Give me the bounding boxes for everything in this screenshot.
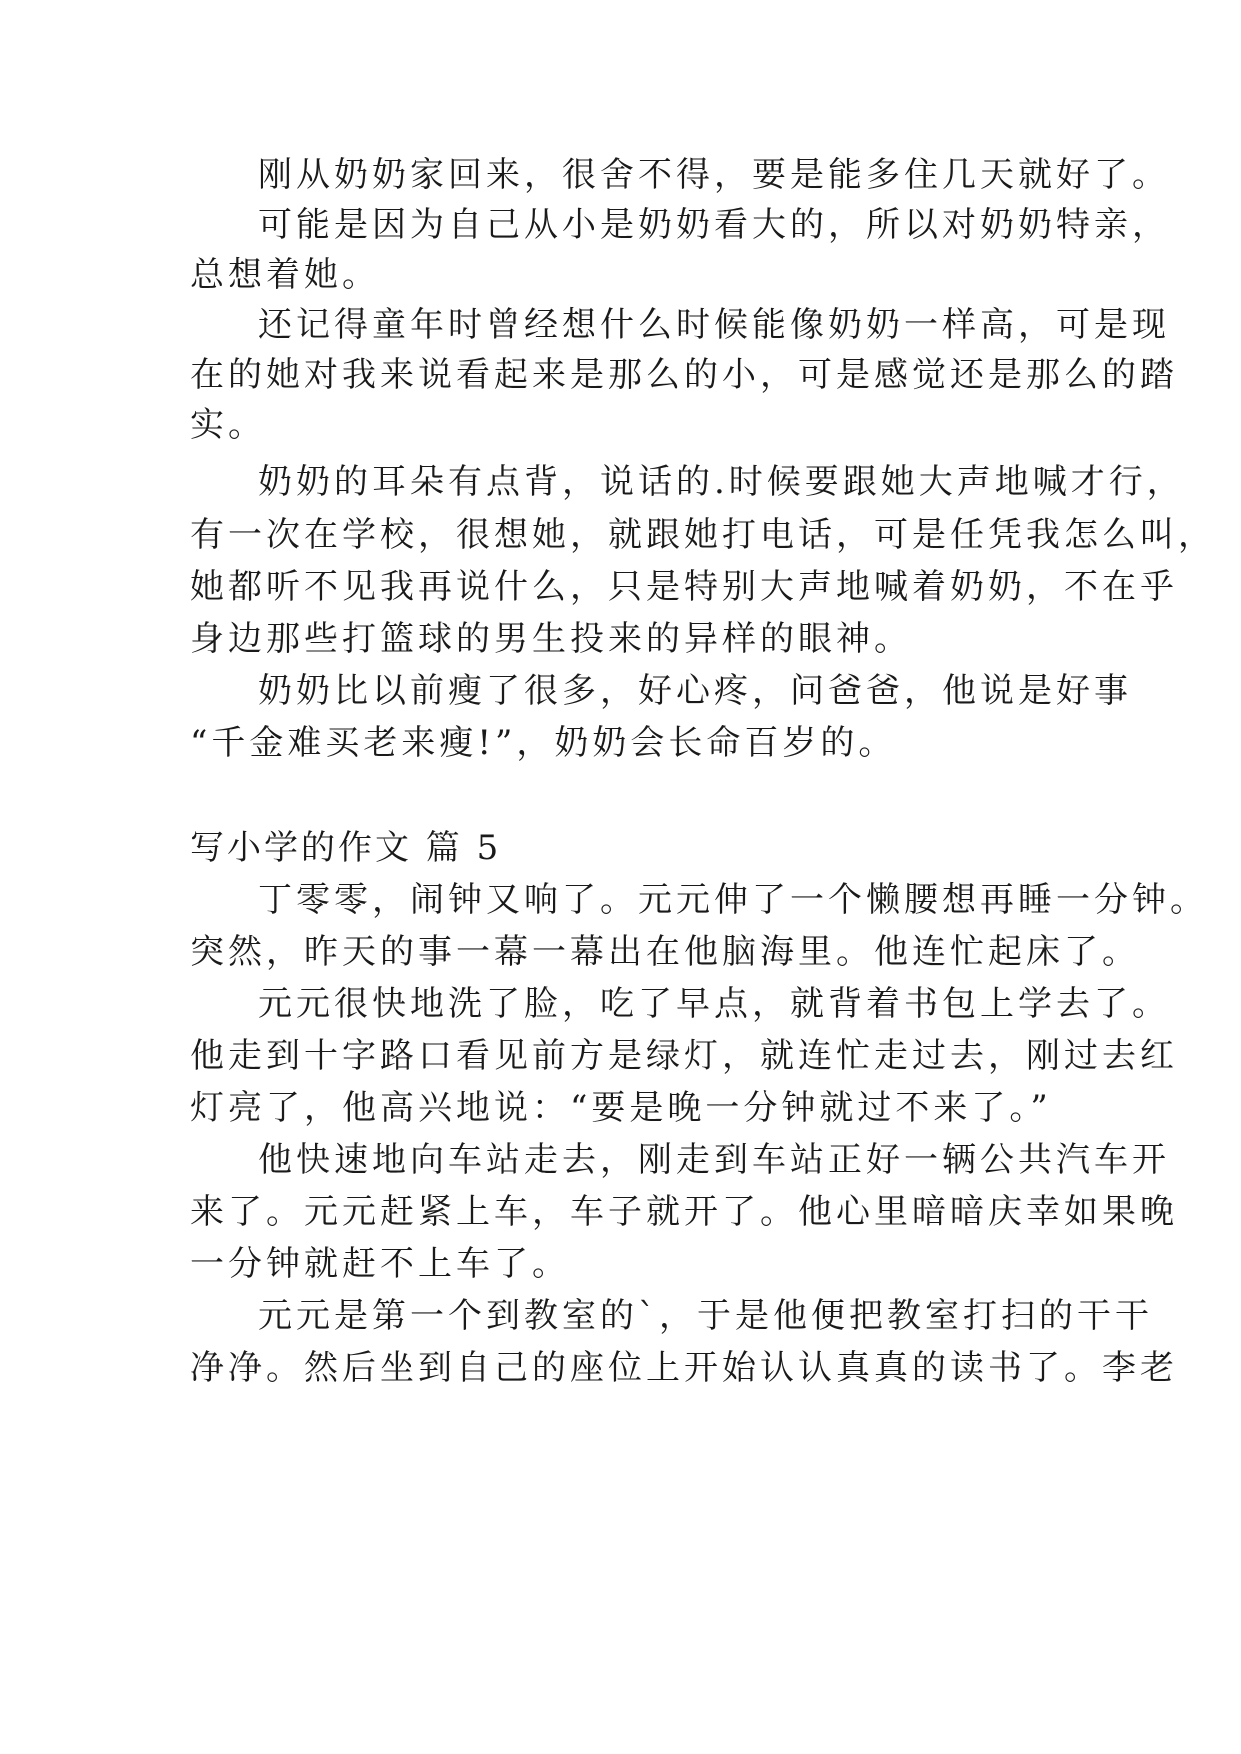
paragraph-line: 丁零零，闹钟又响了。元元伸了一个懒腰想再睡一分钟。 <box>258 880 1208 920</box>
paragraph-line: 可能是因为自己从小是奶奶看大的，所以对奶奶特亲， <box>258 205 1170 245</box>
paragraph-line: 还记得童年时曾经想什么时候能像奶奶一样高，可是现 <box>258 305 1170 345</box>
paragraph-line: 他快速地向车站走去，刚走到车站正好一辆公共汽车开 <box>258 1140 1170 1180</box>
paragraph-line: 奶奶的耳朵有点背，说话的.时候要跟她大声地喊才行， <box>258 462 1185 502</box>
paragraph-line: “千金难买老来瘦!”，奶奶会长命百岁的。 <box>190 723 897 763</box>
paragraph-line: 元元是第一个到教室的`，于是他便把教室打扫的干干 <box>258 1296 1153 1336</box>
paragraph-line: 灯亮了，他高兴地说：“要是晚一分钟就过不来了。” <box>190 1088 1052 1128</box>
paragraph-line: 实。 <box>190 405 266 445</box>
paragraph-line: 在的她对我来说看起来是那么的小，可是感觉还是那么的踏 <box>190 355 1178 395</box>
paragraph-line: 来了。元元赶紧上车，车子就开了。他心里暗暗庆幸如果晚 <box>190 1192 1178 1232</box>
paragraph-line: 突然，昨天的事一幕一幕出在他脑海里。他连忙起床了。 <box>190 932 1140 972</box>
paragraph-line: 元元很快地洗了脸，吃了早点，就背着书包上学去了。 <box>258 984 1170 1024</box>
paragraph-line: 有一次在学校，很想她，就跟她打电话，可是任凭我怎么叫， <box>190 515 1216 555</box>
paragraph-line: 一分钟就赶不上车了。 <box>190 1244 570 1284</box>
paragraph-line: 他走到十字路口看见前方是绿灯，就连忙走过去，刚过去红 <box>190 1036 1178 1076</box>
paragraph-line: 奶奶比以前瘦了很多，好心疼，问爸爸，他说是好事 <box>258 671 1132 711</box>
paragraph-line: 刚从奶奶家回来，很舍不得，要是能多住几天就好了。 <box>258 155 1170 195</box>
paragraph-line: 净净。然后坐到自己的座位上开始认认真真的读书了。李老 <box>190 1348 1178 1388</box>
paragraph-line: 她都听不见我再说什么，只是特别大声地喊着奶奶，不在乎 <box>190 567 1178 607</box>
section-heading: 写小学的作文 篇 5 <box>190 828 502 868</box>
paragraph-line: 总想着她。 <box>190 255 380 295</box>
paragraph-line: 身边那些打篮球的男生投来的异样的眼神。 <box>190 619 912 659</box>
